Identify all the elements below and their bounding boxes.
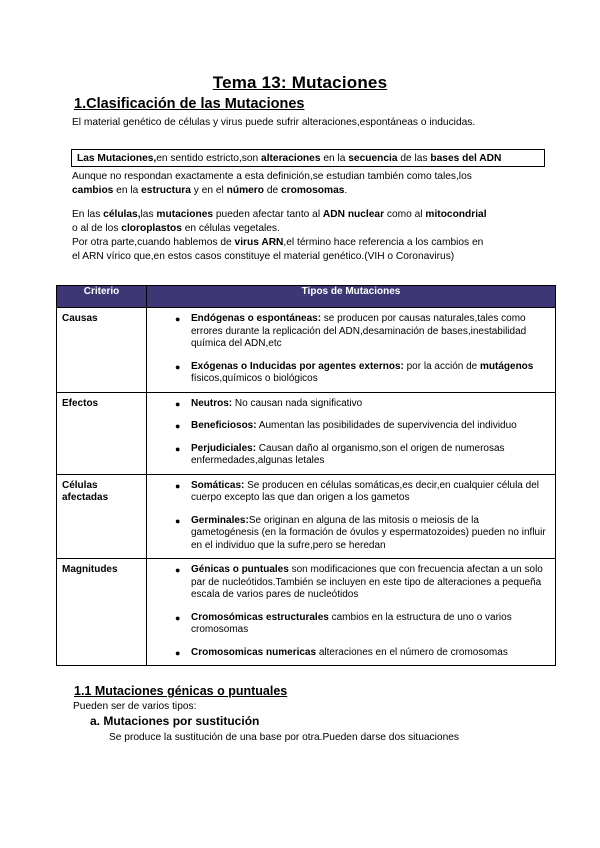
paragraph-cells-line1: En las células,las mutaciones pueden afectar tanto al ADN nuclear como al mitocondrial <box>72 209 487 220</box>
header-tipos: Tipos de Mutaciones <box>147 286 556 308</box>
list-item: ● Perjudiciales: Causan daño al organismo,son el origen de numerosas enfermedades,algunas letales <box>175 442 505 466</box>
bullet-icon: ● <box>175 421 181 431</box>
page-title: Tema 13: Mutaciones <box>212 73 388 92</box>
bullet-icon: ● <box>175 565 181 575</box>
bullet-icon: ● <box>175 647 181 658</box>
paragraph-extension-line2: cambios en la estructura y en el número de cromosomas. <box>72 185 348 196</box>
subsection-heading-sustitucion: a. Mutaciones por sustitución <box>90 714 260 728</box>
bullet-icon: ● <box>175 612 181 623</box>
header-criterio: Criterio <box>57 286 147 308</box>
section-heading-clasificacion: 1.Clasificación de las Mutaciones <box>74 96 305 112</box>
types-list <box>151 313 549 386</box>
bullet-icon: ● <box>175 398 181 409</box>
types-list <box>151 398 549 468</box>
intro-paragraph: El material genético de células y virus puede sufrir alteraciones,espontáneas o inducidas. <box>72 117 476 128</box>
bullet-icon: ● <box>175 443 181 454</box>
list-item: ● Exógenas o Inducidas por agentes externos: por la acción de mutágenos físicos,químicos o biológicos <box>175 360 534 384</box>
row-criterio: Células afectadas <box>57 474 147 559</box>
list-item: ● Cromosomicas numericas alteraciones en el número de cromosomas <box>175 646 508 658</box>
subsection-text: Se produce la sustitución de una base por otra.Pueden darse dos situaciones <box>109 732 460 743</box>
list-item: ● Cromosómicas estructurales cambios en la estructura de uno o varios cromosomas <box>175 611 512 635</box>
bullet-icon: ● <box>175 480 181 491</box>
table-row <box>57 474 556 559</box>
section-heading-genicas: 1.1 Mutaciones génicas o puntuales <box>74 684 288 698</box>
types-list <box>151 564 549 659</box>
paragraph-extension-line1: Aunque no respondan exactamente a esta definición,se estudian también como tales,los <box>72 171 472 182</box>
paragraph-cells-line2: o al de los cloroplastos en células vegetales. <box>72 223 280 234</box>
row-criterio: Causas <box>57 308 147 393</box>
types-list <box>151 480 549 553</box>
table-row <box>57 559 556 666</box>
row-criterio: Magnitudes <box>57 559 147 666</box>
list-item: ● Endógenas o espontáneas: se producen por causas naturales,tales como errores durante la replicación del ADN,desaminación de bases,inestabilidad química del ADN,etc <box>175 313 527 349</box>
bullet-icon: ● <box>175 314 181 324</box>
list-item: ● Somáticas: Se producen en células somáticas,es decir,en cualquier célula del cuerpo excepto las que dan origen a los gametos <box>175 479 539 503</box>
table-row <box>57 392 556 474</box>
list-item: ● Génicas o puntuales son modificaciones que con frecuencia afectan a un solo par de nucleótidos.También se incluyen en este tipo de alteraciones a pequeña escala de varios pares de nucleótidos <box>175 564 543 600</box>
section-intro: Pueden ser de varios tipos: <box>73 701 197 712</box>
table-row <box>57 308 556 393</box>
bullet-icon: ● <box>175 515 181 526</box>
list-item: ● Beneficiosos: Aumentan las posibilidades de supervivencia del individuo <box>175 420 517 431</box>
list-item: ● Germinales:Se originan en alguna de las mitosis o meiosis de la gametogénesis (en la formación de óvulos y espermatozoides) pueden no influir en el individuo que la sufre,pero se heredan <box>175 514 546 551</box>
paragraph-cells-line4: el ARN vírico que,en estos casos constituye el material genético.(VIH o Coronavirus) <box>72 251 455 262</box>
definition-box: Las Mutaciones,en sentido estricto,son alteraciones en la secuencia de las bases del ADN <box>71 149 545 167</box>
mutation-types-table <box>56 285 556 666</box>
bullet-icon: ● <box>175 361 181 372</box>
row-criterio: Efectos <box>57 392 147 474</box>
paragraph-cells-line3: Por otra parte,cuando hablemos de virus ARN,el término hace referencia a los cambios en <box>72 237 484 248</box>
table-header-row <box>57 286 556 308</box>
list-item: ● Neutros: No causan nada significativo <box>175 397 363 409</box>
